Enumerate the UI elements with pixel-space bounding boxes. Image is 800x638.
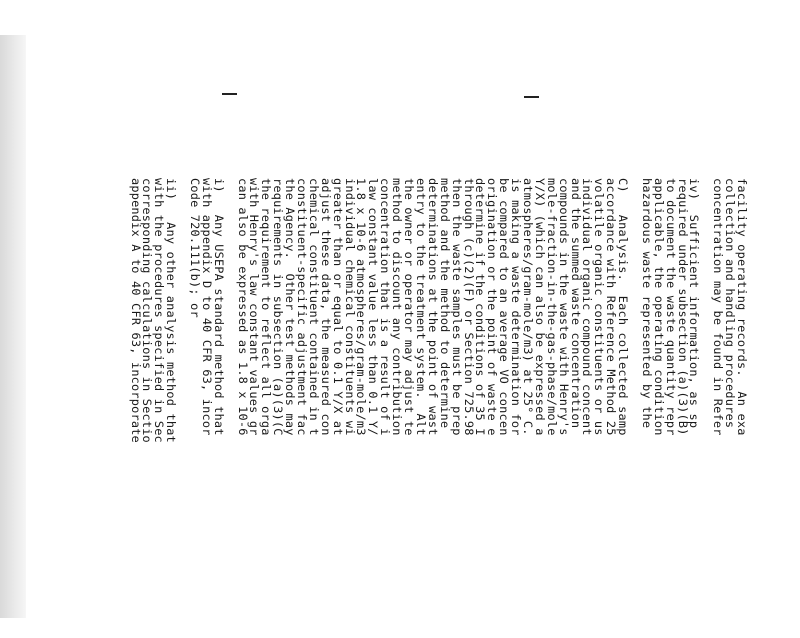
text-line: and the summed waste concentration [568, 178, 583, 429]
text-line: requirements in subsection (a)(3)(C [271, 178, 286, 436]
text-line: method to discount any contribution [390, 178, 405, 436]
text-line: ii) Any other analysis method that [164, 178, 179, 443]
text-line: method and the method to determine [437, 178, 452, 429]
text-line: law constant value less than 0.1 Y/ [366, 178, 381, 436]
text-line: determine if the conditions of 35 I [473, 178, 488, 436]
text-line: Code 720.111(b); or [188, 178, 203, 318]
text-line: the requirement to reflect all orga [259, 178, 274, 436]
text-line: constituent-specific adjustment fac [295, 178, 310, 436]
text-line: through (c)(2)(F) or Section 725.98 [461, 178, 476, 436]
text-line: is making a waste determination for [509, 178, 524, 436]
text-line: then the waste samples must be prep [449, 178, 464, 436]
text-line: concentration may be found in Refer [711, 178, 726, 436]
document-text-block [129, 178, 747, 638]
text-line: adjust these data, the measured con [318, 178, 333, 436]
text-line: Y/X) (which can also be expressed a [532, 178, 547, 436]
text-line: i) Any USEPA standard method that [211, 178, 226, 436]
text-line: greater than or equal to 0.1 Y/X at [330, 178, 345, 436]
text-line: required under subsection (a)(3)(B) [675, 178, 690, 436]
text-line: determinations at the point of wast [425, 178, 440, 436]
text-line: compounds in the waste with Henry's [556, 178, 571, 436]
text-line: atmospheres/gram-mole/m3) at 25° C. [520, 178, 535, 436]
text-line: can also be expressed as 1.8 x 10-6 [235, 178, 250, 436]
text-line: hazardous waste represented by the [639, 178, 654, 429]
text-line: individual organic compound concent [580, 178, 595, 436]
text-line: accordance with Reference Method 25 [604, 178, 619, 436]
text-line: with Henry's law constant values gr [247, 178, 262, 436]
text-line: volatile organic constituents or us [592, 178, 607, 436]
text-line: mole-fraction-in-the-gas-phase/mole [544, 178, 559, 436]
text-line: facility operating records. An exa [735, 178, 749, 436]
text-line: with the procedures specified in Sec [152, 178, 167, 443]
text-line: C) Analysis. Each collected samp [616, 178, 631, 436]
paragraph-gap [176, 178, 188, 638]
text-line: chemical constituent contained in t [306, 178, 321, 436]
text-line: iv) Sufficient information, as sp [687, 178, 702, 429]
text-line: to document the waste quantity repr [663, 178, 678, 436]
text-line: with appendix D to 40 CFR 63, incor [199, 178, 214, 436]
text-line: corresponding calculations in Sectio [140, 178, 155, 443]
text-line: collection and handling procedures [723, 178, 738, 429]
text-line: appendix A to 40 CFR 63, incorporate [128, 178, 143, 443]
text-line: the owner or operator may adjust te [402, 178, 417, 436]
text-line: entry to the treatment system. Alt [413, 178, 428, 436]
text-line: the Agency. Other test methods may [283, 178, 298, 436]
text-line: individual chemical constituents wi [342, 178, 357, 436]
text-line: concentration that is a result of i [378, 178, 393, 436]
text-line: 1.8 x 10-6 atmospheres/gram-mole/m3 [354, 178, 369, 436]
text-line: be compared to an average VO concen [497, 178, 512, 436]
text-line: applicable, the operating condition [651, 178, 666, 436]
paragraph-gap [699, 178, 711, 638]
text-line: origination or the point of waste e [485, 178, 500, 436]
